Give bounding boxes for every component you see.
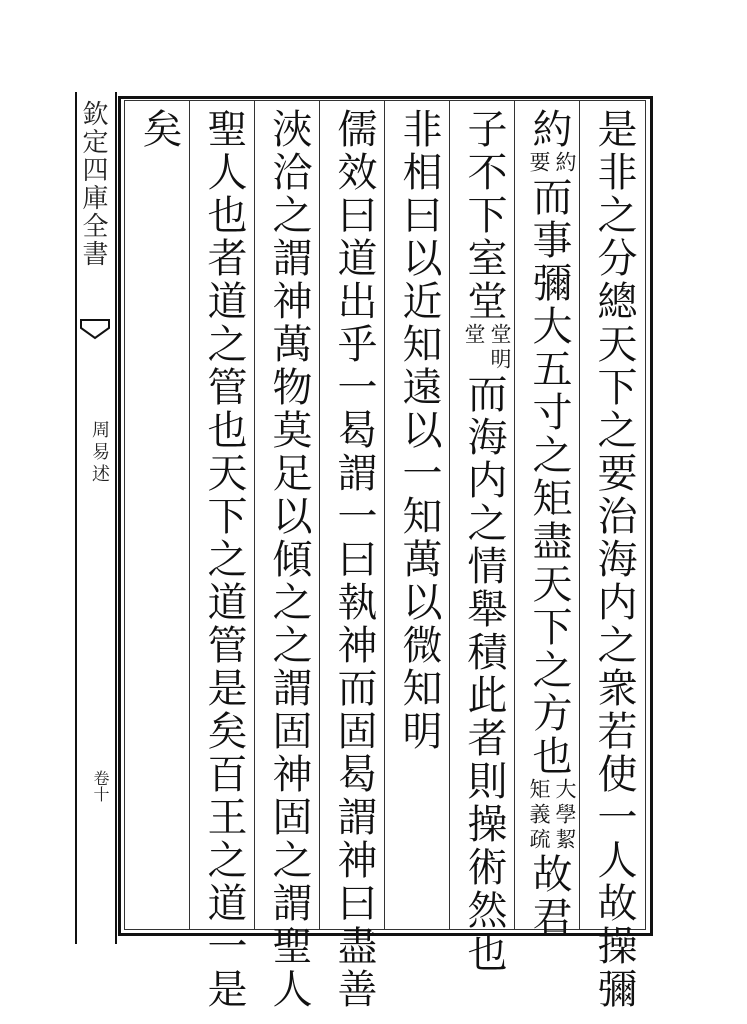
volume-number: 卷十 [91,770,110,802]
section-title: 周易述 [89,420,110,486]
interlinear-note [527,151,577,176]
note-line-left: 要 [527,151,551,176]
note-line-left: 矩義疏 [527,778,551,853]
main-text: 矣 [136,108,182,151]
text-column-2 [521,108,577,939]
main-text: 聖人也者道之管也天下之道管是矣百王之道一是 [201,108,247,1011]
main-text: 儒效曰道出乎一曷謂一曰執神而固曷謂神曰盡善 [331,108,377,1011]
main-text: 而事彌大五寸之矩盡天下之方也 [526,176,572,778]
text-column-5 [326,108,382,1011]
main-text: 非相曰以近知遠以一知萬以微知明 [396,108,442,753]
main-text: 子不下室堂 [461,108,507,323]
text-column-8 [131,108,187,908]
column-rule [579,100,580,930]
column-rule [514,100,515,930]
column-rule [384,100,385,930]
text-column-4 [391,108,447,908]
main-text: 是非之分總天下之要治海内之衆若使一人故操彌 [591,108,637,1011]
margin-border-right [115,92,117,944]
fishtail-mark [80,318,110,340]
book-title: 欽定四庫全書 [78,100,108,268]
text-column-1 [586,108,642,1011]
main-text: 故君 [526,853,572,939]
main-text: 而海内之情舉積此者則操術然也 [461,373,507,975]
note-line-right: 約 [553,151,577,176]
note-line-right: 堂明 [488,323,512,373]
column-rule [254,100,255,930]
column-rule [319,100,320,930]
text-column-3 [456,108,512,975]
text-column-7 [196,108,252,1011]
main-text: 約 [526,108,572,151]
note-line-left: 堂 [462,323,486,348]
interlinear-note [462,323,512,373]
column-rule [189,100,190,930]
interlinear-note [527,778,577,853]
note-line-right: 大學絜 [553,778,577,853]
column-rule [449,100,450,930]
text-column-6 [261,108,317,1011]
main-text: 浹洽之謂神萬物莫足以傾之之謂固神固之謂聖人 [266,108,312,1011]
